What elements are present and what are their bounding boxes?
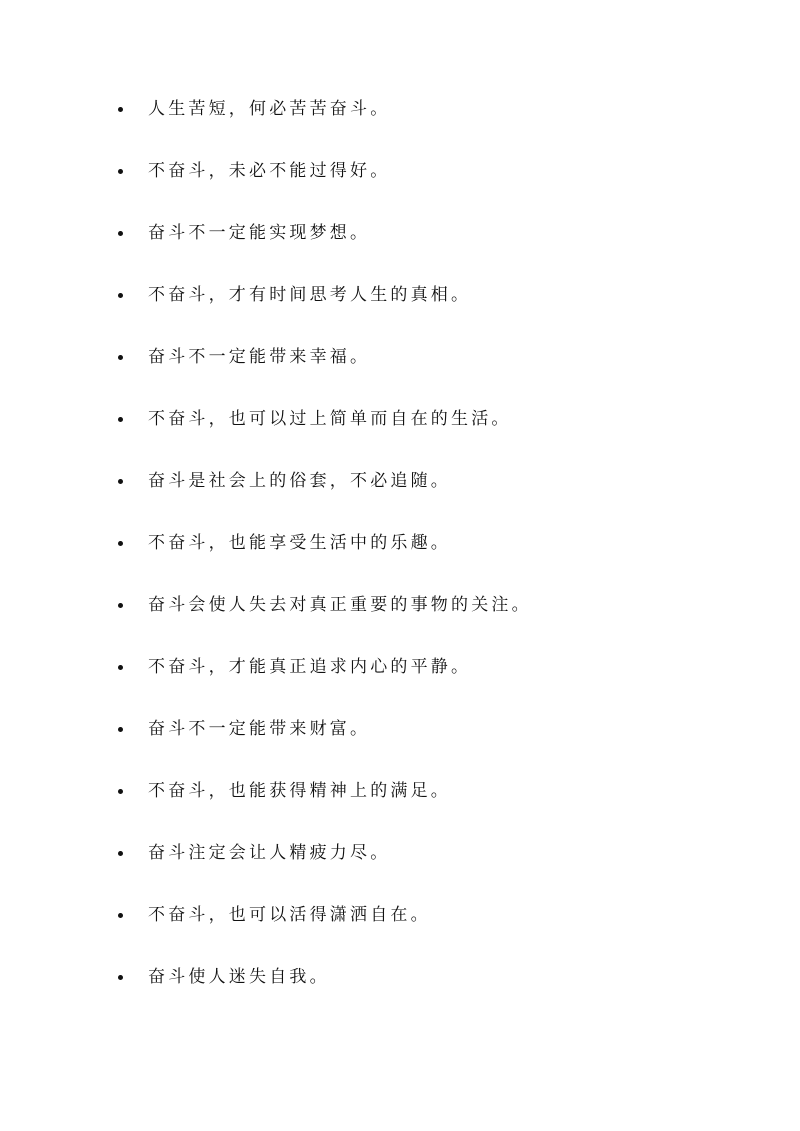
list-item [118,527,758,589]
list-item-text: 人生苦短，何必苦苦奋斗。 [148,99,391,119]
bullet-icon [118,913,123,918]
list-item-text: 不奋斗，才有时间思考人生的真相。 [148,285,472,305]
bullet-icon [118,851,123,856]
list-item-text: 奋斗不一定能实现梦想。 [148,223,371,243]
list-item-text: 奋斗不一定能带来幸福。 [148,347,371,367]
list-item [118,279,758,341]
bullet-icon [118,417,123,422]
list-item [118,465,758,527]
list-item [118,899,758,961]
bullet-icon [118,975,123,980]
list-item [118,837,758,899]
bullet-icon [118,541,123,546]
list-item-text: 奋斗不一定能带来财富。 [148,719,371,739]
bullet-icon [118,665,123,670]
list-item-text: 不奋斗，也能获得精神上的满足。 [148,781,451,801]
list-item-text: 不奋斗，未必不能过得好。 [148,161,391,181]
list-item-text: 奋斗注定会让人精疲力尽。 [148,843,391,863]
bullet-icon [118,231,123,236]
bullet-icon [118,479,123,484]
bullet-icon [118,789,123,794]
list-item [118,93,758,155]
bullet-icon [118,603,123,608]
list-item-text: 奋斗会使人失去对真正重要的事物的关注。 [148,595,532,615]
list-item-text: 奋斗是社会上的俗套，不必追随。 [148,471,451,491]
list-item-text: 不奋斗，也可以过上简单而自在的生活。 [148,409,512,429]
list-item-text: 不奋斗，也可以活得潇洒自在。 [148,905,431,925]
bullet-icon [118,293,123,298]
list-item [118,775,758,837]
list-item [118,651,758,713]
bullet-icon [118,107,123,112]
list-item [118,155,758,217]
list-item [118,341,758,403]
list-item-text: 不奋斗，才能真正追求内心的平静。 [148,657,472,677]
list-item-text: 奋斗使人迷失自我。 [148,967,330,987]
list-item [118,961,758,1023]
list-item [118,403,758,465]
bullet-icon [118,355,123,360]
list-item [118,217,758,279]
list-item [118,589,758,651]
bullet-list [118,93,758,1023]
list-item [118,713,758,775]
bullet-icon [118,169,123,174]
bullet-icon [118,727,123,732]
list-item-text: 不奋斗，也能享受生活中的乐趣。 [148,533,451,553]
